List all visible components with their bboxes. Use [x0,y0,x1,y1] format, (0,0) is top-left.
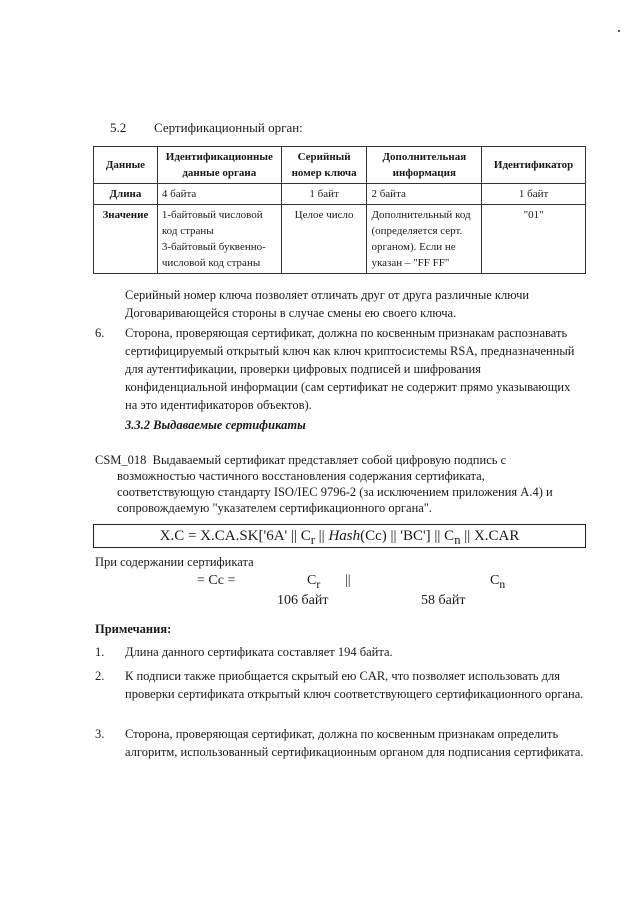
table-header: Серийный номер ключа [281,147,367,184]
table-cell: 1 байт [482,184,586,205]
table-header: Дополнительная информация [367,147,482,184]
cc-subscript: n [499,577,506,591]
table-row [94,205,586,274]
table-cell: 4 байта [157,184,281,205]
notes-heading: Примечания: [95,622,172,636]
cell-line: 1-байтовый числовой код страны [161,209,263,237]
table-header: Идентификационные данные органа [157,147,281,184]
formula-part: (Cc) || 'BC'] || C [360,528,455,544]
requirement-csm018 [95,452,585,516]
subsection-heading: 3.3.2 Выдаваемые сертификаты [125,418,306,432]
table-cell: Дополнительный код (определяется серт. органом). Если не указан – "FF FF" [367,205,482,274]
cc-separator: || [345,573,351,588]
cc-subscript: r [316,577,321,591]
cn-size: 58 байт [421,593,466,608]
cell-line: 3-байтовый буквенно-числовой код страны [161,241,266,269]
section-number: 5.2 [110,120,127,135]
note-item [95,643,585,661]
formula-subscript: n [454,533,461,547]
formula-part: X.C = X.CA.SK['6A' || C [159,528,311,544]
list-text: Сторона, проверяющая сертификат, должна по косвенным признакам распознавать сертифицируемый открытый ключ как ключ криптосистемы RSA, предназначенный для аутентификации, проверки цифровых подписей и шифрования конфиденциальной информации (сам сертификат не содержит прямо указывающих на это идентификаторов объектов). [125,326,575,412]
table-cell [157,205,281,274]
formula-part: || X.CAR [460,528,520,544]
table-cell: "01" [482,205,586,274]
note-item [95,725,585,761]
cc-symbol: C [490,573,500,588]
note-text: Сторона, проверяющая сертификат, должна по косвенным признакам определить алгоритм, использованный сертификационным органом для подписания сертификата. [125,727,584,759]
cc-symbol: C [307,573,317,588]
section-title: Сертификационный орган: [154,120,303,135]
note-number: 3. [95,727,105,741]
table-cell: 1 байт [281,184,367,205]
cr-size: 106 байт [277,593,329,608]
table-header-row [94,147,586,184]
section-heading [110,120,303,136]
requirement-line: Выдаваемый сертификат представляет собой цифровую подпись с [152,453,507,467]
list-item [95,324,585,414]
requirement-text: возможностью частичного восстановления содержания сертификата, соответствующую стандарту ISO/IEC 9796-2 (за исключением приложения A.4) и сопровождаемую "указателем сертификационного органа". [117,469,553,515]
table-cell: 2 байта [367,184,482,205]
serial-number-paragraph: Серийный номер ключа позволяет отличать друг от друга различные ключи Договаривающейся стороны в случае смены ею своего ключа. [125,288,530,320]
cc-cr [307,573,320,591]
formula-subscript: r [310,533,315,547]
table-row [94,184,586,205]
scan-speck [618,30,620,32]
content-label: При содержании сертификата [95,555,254,569]
table-header: Данные [94,147,158,184]
table-cell: Целое число [281,205,367,274]
cc-cn [490,573,505,591]
note-text: Длина данного сертификата составляет 194 байта. [125,645,393,659]
list-number: 6. [95,326,105,340]
note-number: 2. [95,669,105,683]
table-header: Идентификатор [482,147,586,184]
note-text: К подписи также приобщается скрытый ею CAR, что позволяет использовать для проверки сертификата открытый ключ соответствующего сертификационного органа. [125,669,584,701]
row-label: Длина [94,184,158,205]
formula-hash: Hash [328,528,361,544]
requirement-id: CSM_018 [95,453,147,467]
cc-equals: = Cc = [197,573,236,588]
row-label: Значение [94,205,158,274]
certificate-formula [93,524,586,548]
note-item [95,667,585,703]
certification-authority-table [93,146,586,274]
formula-part: || [314,528,329,544]
note-number: 1. [95,645,105,659]
